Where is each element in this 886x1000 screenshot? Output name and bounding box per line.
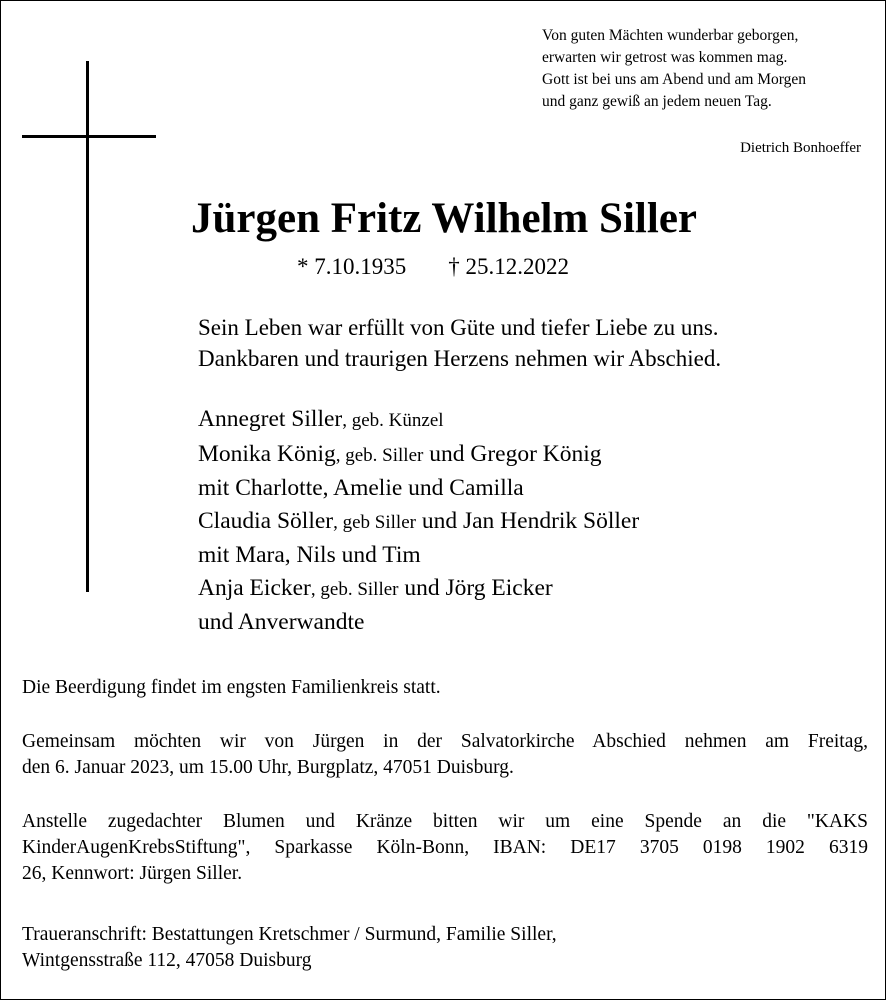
mourner-partner: und Gregor König xyxy=(423,440,602,467)
mourner-line xyxy=(198,572,639,607)
service-text: den 6. Januar 2023, um 15.00 Uhr, Burgplatz, 47051 Duisburg. xyxy=(22,757,514,778)
deceased-name-text: Jürgen Fritz Wilhelm Siller xyxy=(191,195,697,242)
birth-date: * 7.10.1935 xyxy=(297,254,407,279)
mourner-line xyxy=(198,403,639,438)
death-date: † 25.12.2022 xyxy=(448,254,569,279)
quote-line: Von guten Mächten wunderbar geborgen, xyxy=(542,27,799,44)
mourner-name: mit Charlotte, Amelie und Camilla xyxy=(198,475,524,501)
quote-line: und ganz gewiß an jedem neuen Tag. xyxy=(542,93,772,110)
cross-vertical-bar xyxy=(86,61,89,592)
mourner-name: Anja Eicker xyxy=(198,574,311,601)
tribute-text xyxy=(198,312,721,374)
mourners-list xyxy=(198,403,639,639)
service-notice xyxy=(22,729,868,781)
burial-text: Die Beerdigung findet im engsten Familienkreis statt. xyxy=(22,677,441,698)
burial-notice xyxy=(22,675,868,701)
mourner-line xyxy=(198,472,639,505)
mourner-partner: und Jan Hendrik Söller xyxy=(415,507,640,534)
bonhoeffer-quote xyxy=(542,25,806,113)
quote-author: Dietrich Bonhoeffer xyxy=(740,140,861,156)
deceased-name xyxy=(1,193,886,245)
mourner-line xyxy=(198,539,639,572)
mourner-maiden-name: , geb. Künzel xyxy=(342,410,444,431)
mourner-line xyxy=(198,438,639,473)
mourner-partner: und Jörg Eicker xyxy=(398,574,553,601)
mourning-address xyxy=(22,922,868,974)
quote-line: erwarten wir getrost was kommen mag. xyxy=(542,49,788,66)
mourner-name: und Anverwandte xyxy=(198,609,365,635)
tribute-line: Dankbaren und traurigen Herzens nehmen wir Abschied. xyxy=(198,346,722,371)
mourner-maiden-name: , geb. Siller xyxy=(310,578,399,600)
life-dates xyxy=(297,252,569,282)
service-text: Gemeinsam möchten wir von Jürgen in der Salvatorkirche Abschied nehmen am Freitag, xyxy=(22,731,868,752)
address-text: Traueranschrift: Bestattungen Kretschmer / Surmund, Familie Siller, xyxy=(22,924,557,945)
donation-text: Anstelle zugedachter Blumen und Kränze bitten wir um eine Spende an die "KAKS xyxy=(22,811,868,832)
donation-text: KinderAugenKrebsStiftung", Sparkasse Köln-Bonn, IBAN: DE17 3705 0198 1902 6319 xyxy=(22,837,868,858)
mourner-name: Annegret Siller xyxy=(198,406,343,432)
mourner-name: Monika König xyxy=(198,440,336,467)
quote-line: Gott ist bei uns am Abend und am Morgen xyxy=(542,71,807,88)
mourner-line xyxy=(198,606,639,639)
donation-notice xyxy=(22,809,868,887)
cross-horizontal-bar xyxy=(22,135,156,138)
mourner-maiden-name: , geb Siller xyxy=(333,511,416,533)
mourner-name: mit Mara, Nils und Tim xyxy=(198,542,421,568)
mourner-name: Claudia Söller xyxy=(198,507,334,534)
mourner-maiden-name: , geb. Siller xyxy=(335,444,424,466)
tribute-line: Sein Leben war erfüllt von Güte und tiefer Liebe zu uns. xyxy=(198,315,719,340)
address-text: Wintgensstraße 112, 47058 Duisburg xyxy=(22,950,312,971)
donation-text: 26, Kennwort: Jürgen Siller. xyxy=(22,863,243,884)
mourner-line xyxy=(198,505,639,540)
